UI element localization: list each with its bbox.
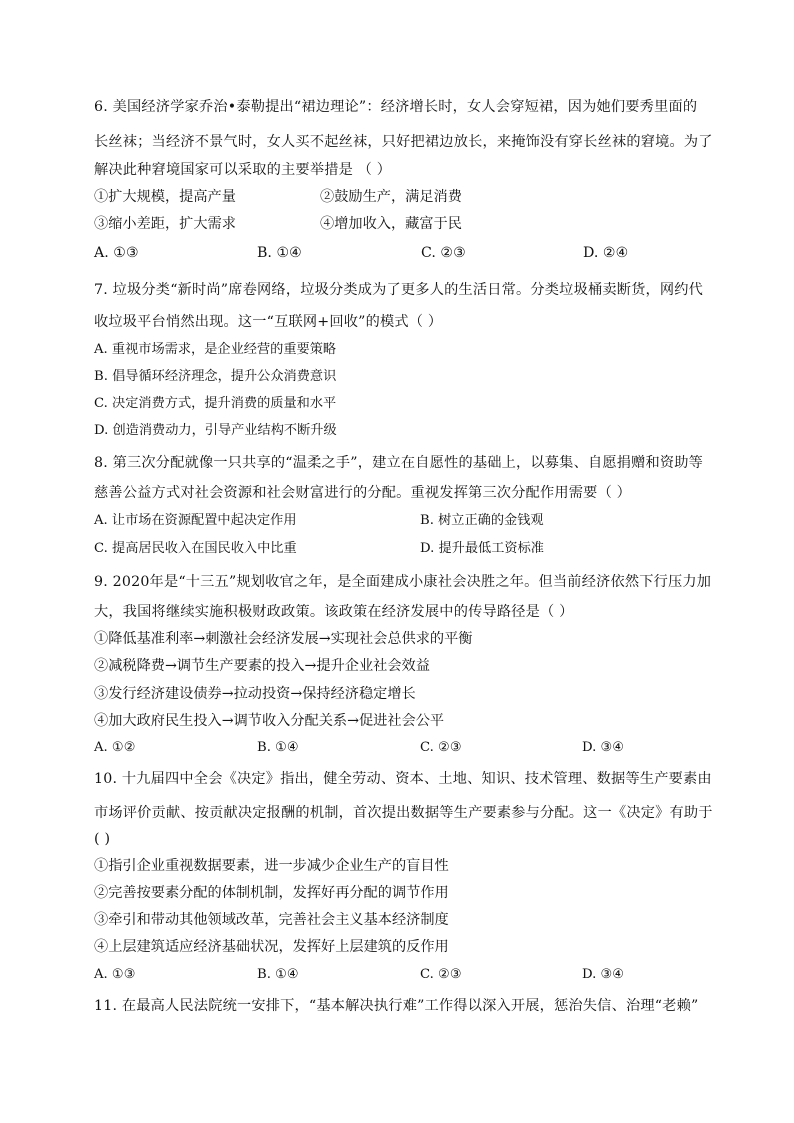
statement-item: ①指引企业重视数据要素，进一步减少企业生产的盲目性 bbox=[94, 858, 449, 874]
question-text-line: 7. 垃圾分类“新时尚”席卷网络，垃圾分类成为了更多人的生活日常。分类垃圾桶卖断货，网约代 bbox=[94, 282, 704, 298]
statement-item: ④增加收入，藏富于民 bbox=[320, 216, 462, 232]
option-b: B. ①④ bbox=[257, 740, 299, 755]
question-text-line: 9. 2020年是“十三五”规划收官之年，是全面建成小康社会决胜之年。但当前经济依然下行压力加 bbox=[94, 574, 712, 590]
statement-item: ①降低基准利率→刺激社会经济发展→实现社会总供求的平衡 bbox=[94, 631, 473, 647]
statement-item: ②减税降费→调节生产要素的投入→提升企业社会效益 bbox=[94, 658, 430, 674]
statement-item: ④加大政府民生投入→调节收入分配关系→促进社会公平 bbox=[94, 713, 445, 729]
option-a: A. 让市场在资源配置中起决定作用 bbox=[94, 513, 297, 528]
option-d: D. ③④ bbox=[582, 967, 625, 982]
option-c: C. ②③ bbox=[421, 245, 466, 261]
question-text-line: 大，我国将继续实施积极财政政策。该政策在经济发展中的传导路径是（ ） bbox=[94, 604, 574, 620]
statement-item: ②鼓励生产，满足消费 bbox=[320, 189, 462, 205]
question-text-line: 解决此种窘境国家可以采取的主要举措是 （ ） bbox=[94, 162, 392, 178]
option-a: A. ①③ bbox=[94, 967, 136, 982]
option-c: C. 决定消费方式，提升消费的质量和水平 bbox=[94, 396, 337, 411]
question-text-line: 11. 在最高人民法院统一安排下，“基本解决执行难”工作得以深入开展，惩治失信、治理“老赖” bbox=[94, 998, 699, 1014]
statement-item: ④上层建筑适应经济基础状况，发挥好上层建筑的反作用 bbox=[94, 939, 449, 955]
question-text-line: 6. 美国经济学家乔治•泰勒提出“裙边理论”：经济增长时，女人会穿短裙，因为她们要秀里面的 bbox=[94, 99, 698, 115]
option-d: D. 创造消费动力，引导产业结构不断升级 bbox=[94, 423, 337, 438]
statement-item: ③缩小差距，扩大需求 bbox=[94, 216, 236, 232]
question-text-line: 长丝袜；当经济不景气时，女人买不起丝袜，只好把裙边放长，来掩饰没有穿长丝袜的窘境。为了 bbox=[94, 134, 713, 150]
option-a: A. ①③ bbox=[94, 245, 139, 261]
option-b: B. ①④ bbox=[257, 245, 302, 261]
statement-item: ①扩大规模，提高产量 bbox=[94, 189, 236, 205]
question-text-line: 8. 第三次分配就像一只共享的“温柔之手”，建立在自愿性的基础上，以募集、自愿捐赠和资助等 bbox=[94, 455, 704, 471]
option-d: D. ③④ bbox=[582, 740, 625, 755]
question-text-line: 收垃圾平台悄然出现。这一“互联网+回收”的模式（ ） bbox=[94, 314, 443, 330]
option-c: C. ②③ bbox=[420, 967, 462, 982]
question-text-line: 市场评价贡献、按贡献决定报酬的机制，首次提出数据等生产要素参与分配。这一《决定》有助于 bbox=[94, 805, 713, 821]
option-d: D. 提升最低工资标准 bbox=[420, 541, 544, 556]
option-a: A. ①② bbox=[94, 740, 136, 755]
option-b: B. 树立正确的金钱观 bbox=[420, 513, 544, 528]
question-text-line: 慈善公益方式对社会资源和社会财富进行的分配。重视发挥第三次分配作用需要（ ） bbox=[94, 485, 632, 501]
statement-item: ②完善按要素分配的体制机制，发挥好再分配的调节作用 bbox=[94, 885, 449, 901]
statement-item: ③发行经济建设债券→拉动投资→保持经济稳定增长 bbox=[94, 686, 416, 702]
option-b: B. ①④ bbox=[257, 967, 299, 982]
option-b: B. 倡导循环经济理念，提升公众消费意识 bbox=[94, 369, 337, 384]
question-text-line: ( ) bbox=[94, 831, 111, 847]
option-c: C. 提高居民收入在国民收入中比重 bbox=[94, 541, 297, 556]
option-a: A. 重视市场需求，是企业经营的重要策略 bbox=[94, 342, 337, 357]
option-d: D. ②④ bbox=[583, 245, 629, 261]
statement-item: ③牵引和带动其他领域改革，完善社会主义基本经济制度 bbox=[94, 912, 449, 928]
option-c: C. ②③ bbox=[420, 740, 462, 755]
question-text-line: 10. 十九届四中全会《决定》指出，健全劳动、资本、土地、知识、技术管理、数据等生产要素由 bbox=[94, 771, 712, 787]
